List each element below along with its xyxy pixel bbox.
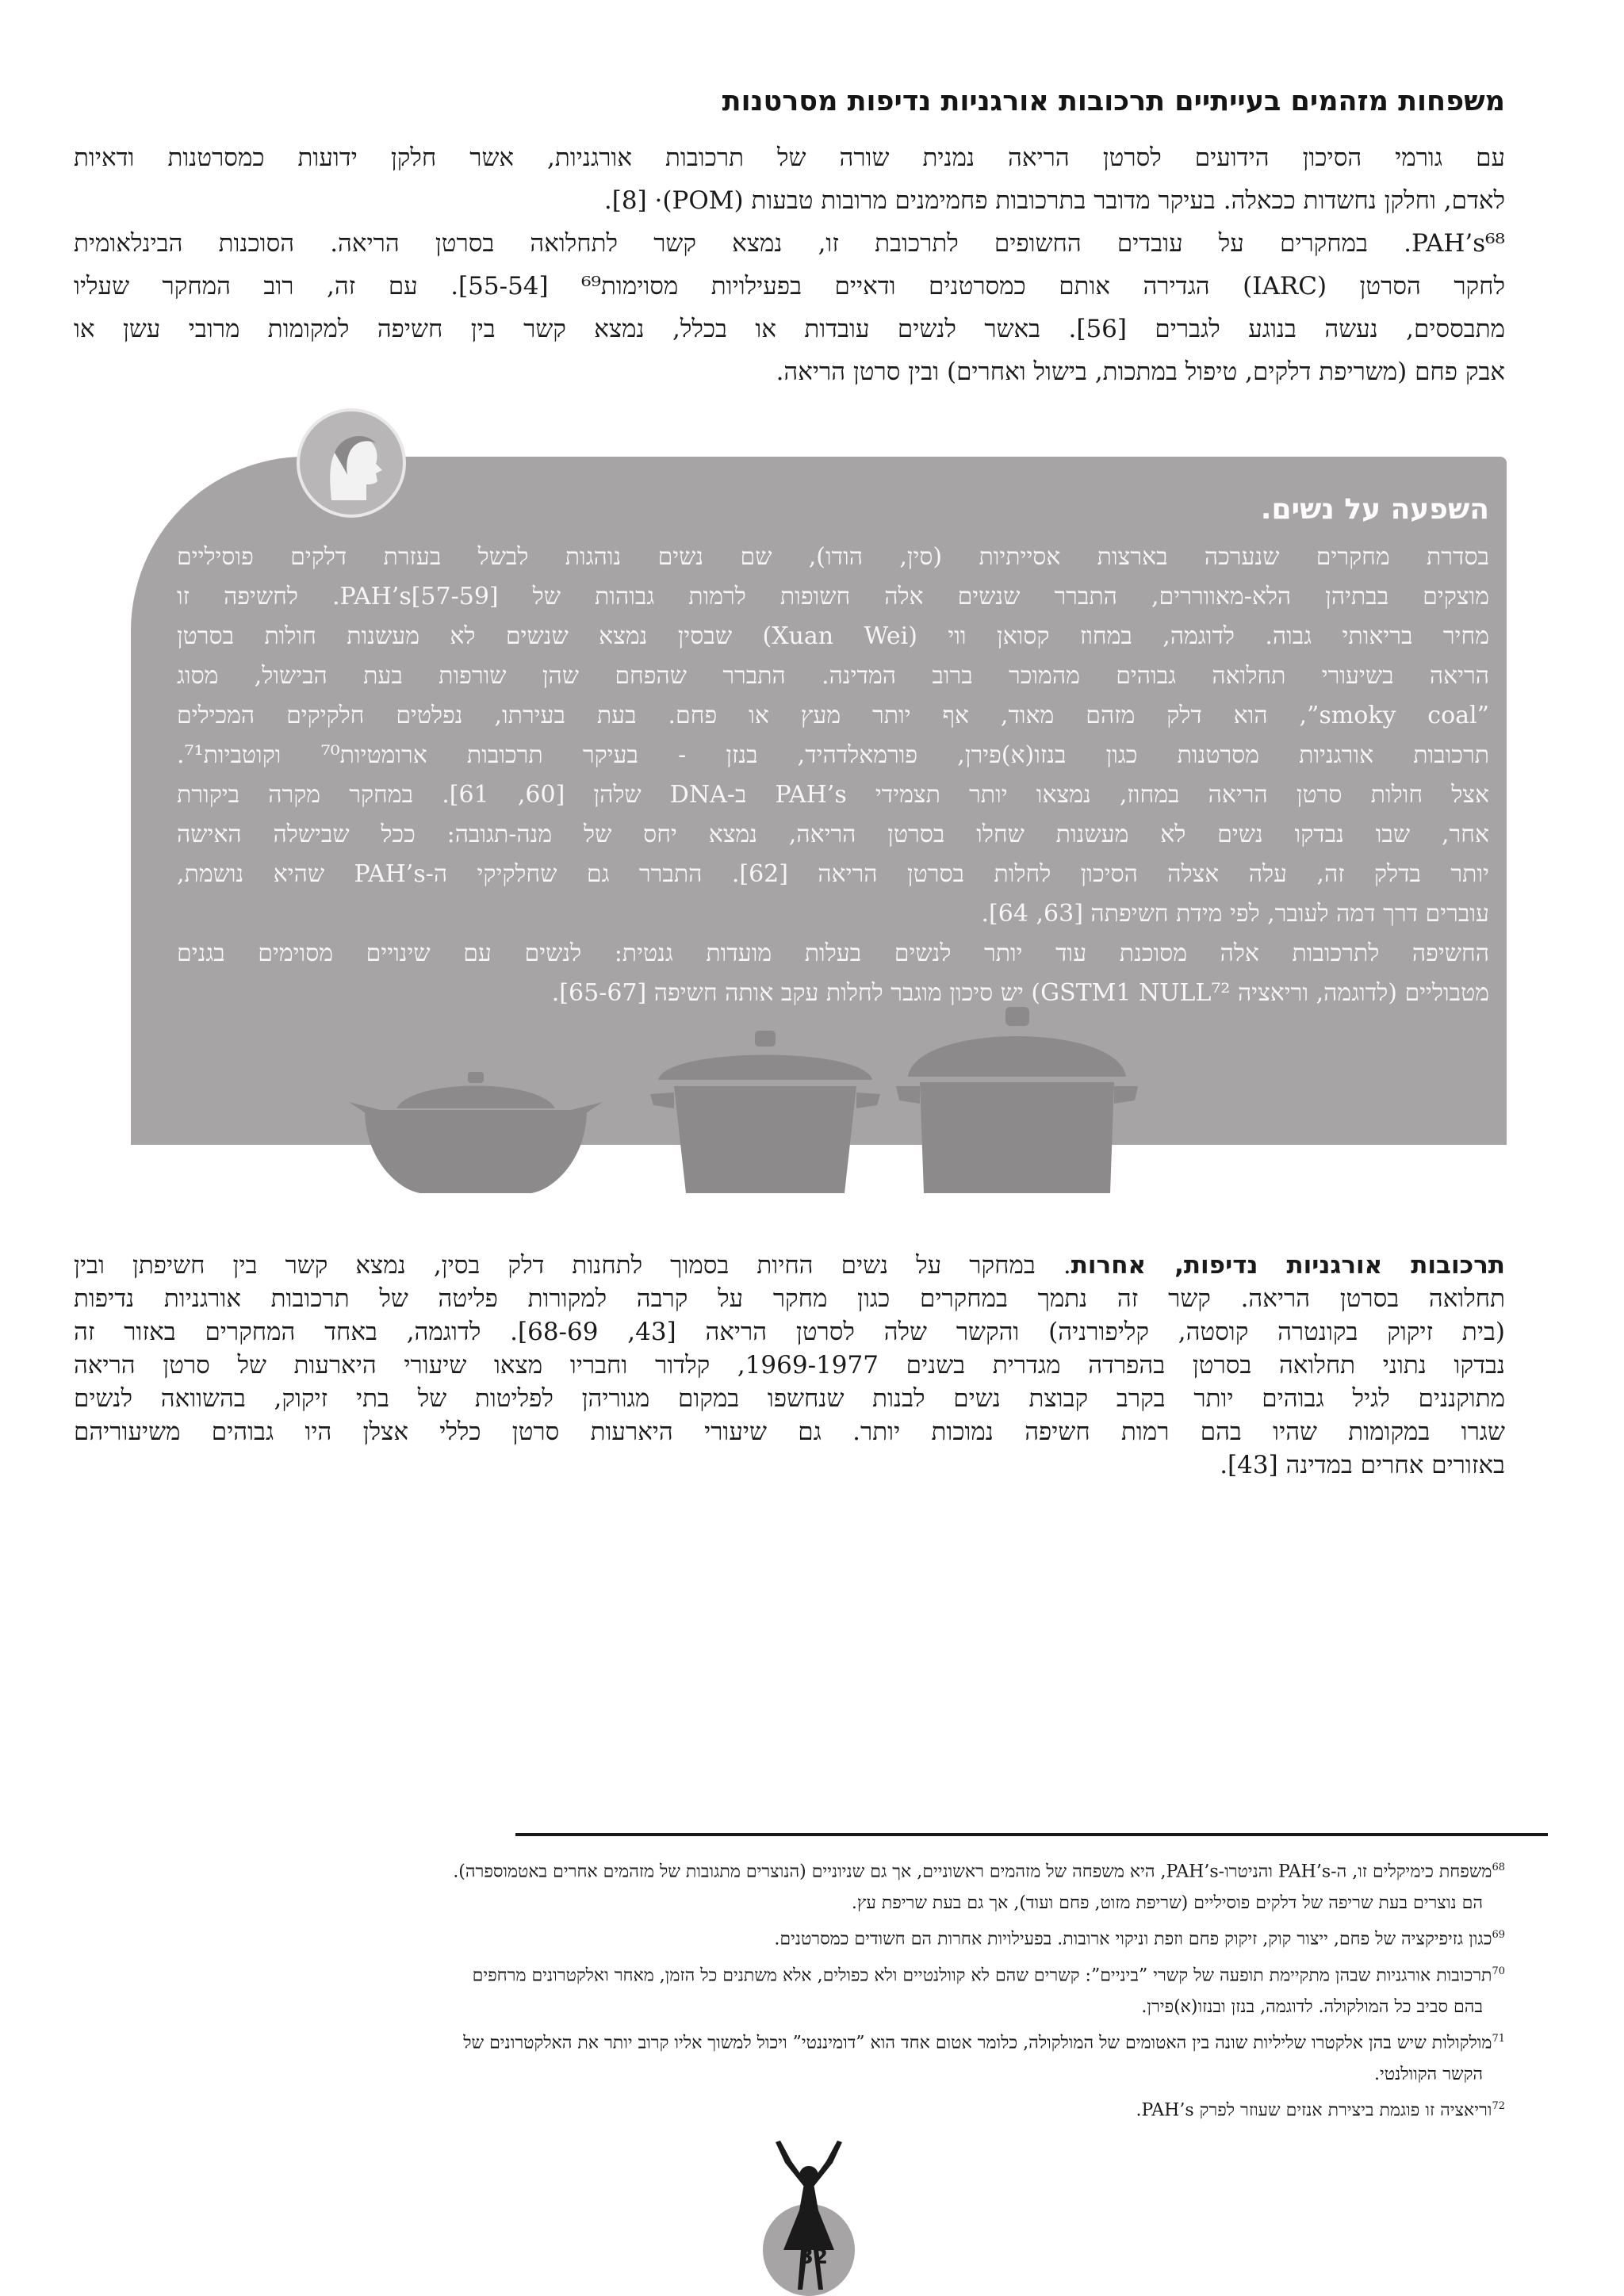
footnote-text: תרכובות אורגניות שבהן מתקיימת תופעה של קשרי ”ביניים”: קשרים שהם לא קוולנטיים ולא כפולים, אלא משתנים כל הזמן, מאחר ואלקטרונים מרחפים <box>472 1965 1492 1985</box>
footnote-text: משפחת כימיקלים זו, ה-PAH’s והניטרו-PAH’s, היא משפחה של מזהמים ראשוניים, אך גם שניוניים (הנוצרים מתגובות של מזהמים אחרים באטמוספרה). <box>453 1862 1492 1882</box>
first-line-rest: . במחקר על נשים החיות בסמוך לתחנות דלק בסין, נמצא קשר בין חשיפתן ובין <box>74 1251 1071 1280</box>
text-line: אבק פחם (משריפת דלקים, טיפול במתכות, בישול ואחרים) ובין סרטן הריאה. <box>776 358 1505 386</box>
footnote-text: וריאציה זו פוגמת ביצירת אנזים שעוזר לפרק PAH’s. <box>1136 2100 1492 2121</box>
box-line: אחר, שבו נבדקו נשים לא מעשנות שחלו בסרטן הריאה, נמצא יחס של מנה-תגובה: ככל שבישלה האישה <box>177 821 1490 848</box>
footnote-number: 69 <box>1492 1929 1505 1942</box>
text-line: באזורים אחרים במדינה [43]. <box>1220 1451 1505 1479</box>
low-pan-icon <box>349 1072 603 1193</box>
box-line: החשיפה לתרכובות אלה מסוכנת עוד יותר לנשים בעלות מועדות גנטית: לנשים עם שינויים מסוימים בגנים <box>177 939 1489 967</box>
box-line: מחיר בריאותי גבוה. לדוגמה, במחוז קסואן ווי (Xuan Wei) שבסין נמצא שנשים לא מעשנות חולות בסרטן <box>177 622 1490 650</box>
text-line: מתוקננים לגיל גבוהים יותר בקרב קבוצת נשים לבנות שנחשפו במקום מגוריהן לפליטות של בתי זיקוק, בהשוואה לנשים <box>74 1384 1505 1413</box>
text-line: PAH’s⁶⁸. במחקרים על עובדים החשופים לתרכובת זו, נמצא קשר לתחלואה בסרטן הריאה. הסוכנות הבינלאומית <box>74 229 1505 258</box>
footnote <box>74 2023 1505 2059</box>
footnote-continuation: בהם סביב כל המולקולה. לדוגמה, בנזן ובנזו(א)פירן. <box>1141 1996 1483 2017</box>
footnote-number: 70 <box>1492 1965 1505 1977</box>
page-number: 32 <box>799 2245 829 2269</box>
stock-pot-icon <box>896 1007 1138 1193</box>
footnote-number: 71 <box>1492 2032 1505 2045</box>
box-line: תרכובות אורגניות מסרטנות כגון בנזו(א)פירן, פורמאלדהיד, בנזן - בעיקר תרכובות ארומטיות⁷⁰ וקוטביות⁷¹. <box>177 741 1489 769</box>
footnote-number: 68 <box>1492 1862 1505 1873</box>
footnote-continuation: הם נוצרים בעת שריפה של דלקים פוסיליים (שריפת מזוט, פחם ועוד), אך גם בעת שריפת עץ. <box>851 1893 1483 1914</box>
footnote <box>74 1956 1505 1992</box>
footnotes <box>74 1852 1505 2127</box>
box-line: מטבוליים (לדוגמה, וריאציה GSTM1 NULL⁷²) יש סיכון מוגבר לחלות עקב אותה חשיפה [65-67]. <box>551 979 1489 1007</box>
text-line: מתבססים, נעשה בנוגע לגברים [56]. באשר לנשים עובדות או בכלל, נמצא קשר בין חשיפה למקומות מרובי עשן או <box>74 315 1506 343</box>
intro-paragraph <box>74 136 1505 393</box>
text-line: נבדקו נתוני תחלואה בסרטן בהפרדה מגדרית בשנים 1969-1977, קלדור וחבריו מצאו שיעורי היארעות של סרטן הריאה <box>74 1351 1506 1380</box>
box-line: בסדרת מחקרים שנערכה בארצות אסייתיות (סין, הודו), שם נשים נוהגות לבשל בעזרת דלקים פוסיליים <box>177 543 1490 571</box>
dancing-woman-icon <box>745 2131 864 2296</box>
footnote-text: מולקולות שיש בהן אלקטרו שליליות שונה בין האטומים של המולקולה, כלומר אטום אחד הוא ”דומיננטי” ויכול למשוך אליו קרוב יותר את האלקטרונים של <box>463 2033 1492 2053</box>
text-line <box>74 1249 1505 1282</box>
footnote <box>74 2091 1505 2126</box>
footnote-divider <box>515 1833 1548 1836</box>
footnote-continuation: הקשר הקוולנטי. <box>1374 2064 1483 2085</box>
second-paragraph <box>74 1249 1505 1482</box>
footnote <box>74 1852 1505 1888</box>
box-line: מוצקים בבתיהן הלא-מאווררים, התברר שנשים אלה חשופות לרמות גבוהות של PAH’s[57-59]. לחשיפה זו <box>177 583 1490 610</box>
box-line: עוברים דרך דמה לעובר, לפי מידת חשיפתה [63, 64]. <box>981 900 1489 928</box>
box-title: השפעה על נשים. <box>1260 493 1489 526</box>
text-line: תחלואה בסרטן הריאה. קשר זה נתמך במחקרים כגון מחקר על קרבה למקורות פליטה של תרכובות אורגניות נדיפות <box>74 1284 1505 1313</box>
text-line: (בית זיקוק בקונטרה קוסטה, קליפורניה) והקשר שלה לסרטן הריאה [43, 68-69]. לדוגמה, באחד המחקרים באזור זה <box>74 1318 1505 1346</box>
box-line: הריאה בשיעורי תחלואה גבוהים מהמוכר ברוב המדינה. התברר שהפחם שהן שורפות בעת הבישול, מסוג <box>177 662 1489 690</box>
box-line: יותר בדלק זה, עלה אצלה הסיכון לחלות בסרטן הריאה [62]. התברר גם שחלקיקי ה-PAH’s שהיא נושמת, <box>177 860 1489 888</box>
text-line: לחקר הסרטן (IARC) הגדירה אותם כמסרטנים ודאיים בפעילויות מסוימות⁶⁹ [55-54]. עם זה, רוב המחקר שעליו <box>74 272 1505 300</box>
bold-lead: תרכובות אורגניות נדיפות, אחרות <box>1071 1251 1505 1280</box>
woman-profile-icon <box>297 408 406 518</box>
text-line: עם גורמי הסיכון הידועים לסרטן הריאה נמנית שורה של תרכובות אורגניות, אשר חלקן ידועות כמסרטנות ודאיות <box>74 144 1505 172</box>
footnote-number: 72 <box>1492 2100 1505 2113</box>
box-line: אצל חולות סרטן הריאה במחוז, נמצאו יותר תצמידי PAH’s ב-DNA שלהן [60, 61]. במחקר מקרה ביקורת <box>177 781 1490 809</box>
cooking-pots-illustration <box>349 999 1142 1205</box>
footnote-text: כגון גזיפיקציה של פחם, ייצור קוק, זיקוק פחם וזפת וניקוי ארובות. בפעילויות אחרות הם חשודים כמסרטנים. <box>774 1929 1492 1950</box>
box-line: ”smoky coal”, הוא דלק מזהם מאוד, אף יותר מעץ או פחם. בעת בעירתו, נפלטים חלקיקים המכילים <box>177 702 1489 729</box>
box-paragraph <box>177 538 1489 1013</box>
footnote <box>74 1919 1505 1955</box>
pot-icon <box>650 1031 880 1193</box>
text-line: שגרו במקומות שהיו בהם רמות חשיפה נמוכות יותר. גם שיעורי היארעות סרטן כללי אצלן היו גבוהים משיעוריהם <box>74 1418 1505 1446</box>
section-title: משפחות מזהמים בעייתיים תרכובות אורגניות נדיפות מסרטנות <box>722 86 1505 117</box>
text-line: לאדם, וחלקן נחשדות ככאלה. בעיקר מדובר בתרכובות פחמימנים מרובות טבעות (POM)· [8]. <box>603 186 1505 215</box>
